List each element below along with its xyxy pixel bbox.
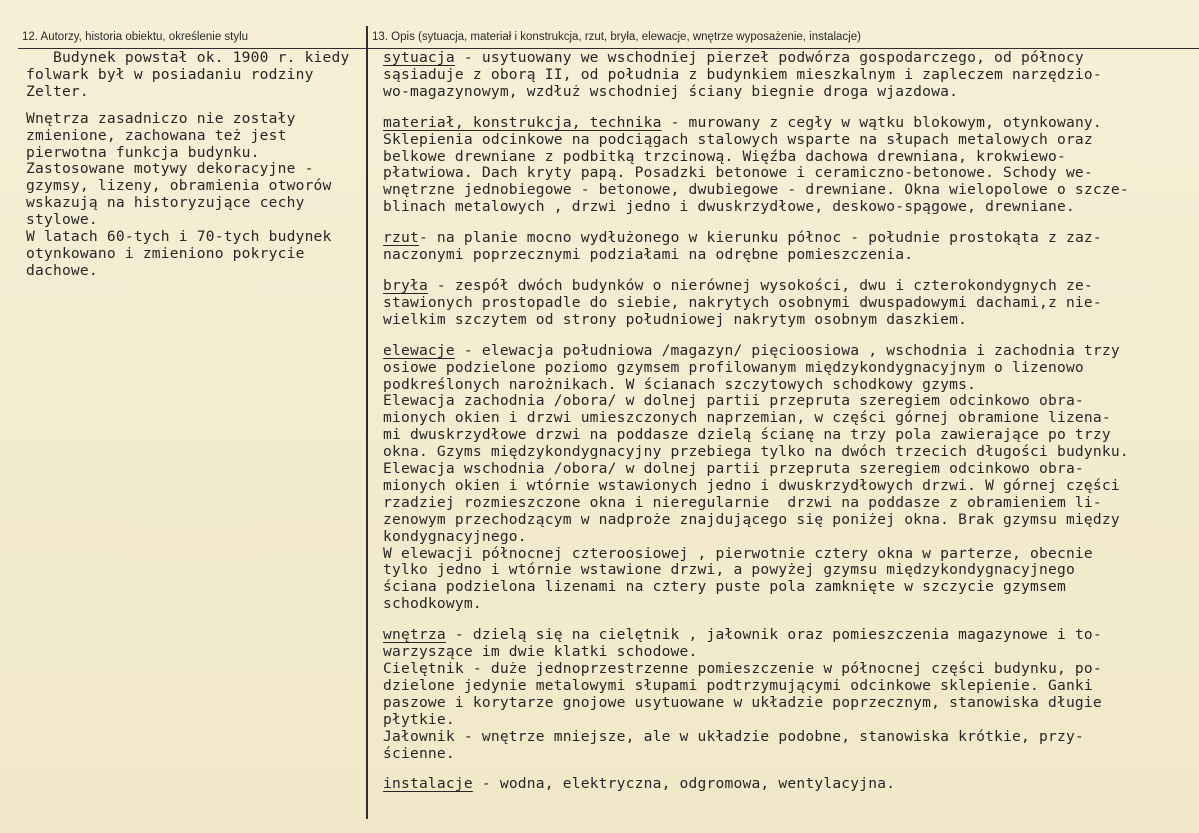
description-line: blinach metalowych , drzwi jedno i dwuskrzydłowe, deskowo-spągowe, drewniane. bbox=[383, 198, 1075, 216]
section-wnetrza-first-line: wnętrza - dzielą się na cielętnik , jałownik oraz pomieszczenia magazynowe i to- bbox=[383, 626, 1102, 644]
description-line: płytkie. bbox=[383, 710, 455, 728]
section-heading: elewacje bbox=[383, 341, 455, 359]
description-line: wielkim szczytem od strony południowej nakrytym osobnym daszkiem. bbox=[383, 310, 968, 328]
description-line: schodkowym. bbox=[383, 595, 482, 613]
paragraph-gap bbox=[383, 762, 1199, 776]
description-line: mionych okien i drzwi umieszczonych naprzemian, w części górnej obramione lizena- bbox=[383, 409, 1111, 427]
section-instalacje-first-line: instalacje - wodna, elektryczna, odgromowa, wentylacyjna. bbox=[383, 775, 896, 793]
section-rzut-first-line: rzut- na planie mocno wydłużonego w kierunku północ - południe prostokąta z zaz- bbox=[383, 229, 1102, 247]
description-line: sąsiaduje z oborą II, od południa z budynkiem mieszkalnym i zapleczem narzędzio- bbox=[383, 65, 1102, 83]
history-line: pierwotna funkcja budynku. bbox=[26, 143, 260, 161]
history-line: Wnętrza zasadniczo nie zostały bbox=[26, 109, 296, 127]
section-material-first-line: materiał, konstrukcja, technika - murowany z cegły w wątku blokowym, otynkowany. bbox=[383, 113, 1102, 131]
description-line: płatwiowa. Dach kryty papą. Posadzki betonowe i ceramiczno-betonowe. Schody we- bbox=[383, 164, 1093, 182]
description-line: warzyszące im dwie klatki schodowe. bbox=[383, 643, 698, 661]
history-line: W latach 60-tych i 70-tych budynek bbox=[26, 228, 332, 246]
history-line: Zastosowane motywy dekoracyjne - bbox=[26, 160, 314, 178]
history-line: dachowe. bbox=[26, 261, 98, 279]
description-line: podkreślonych narożnikach. W ścianach szczytowych schodkowy gzyms. bbox=[383, 375, 977, 393]
description-line: zenowym przechodzącym w nadproże znajdującego się poniżej okna. Brak gzymsu między bbox=[383, 510, 1120, 528]
section-heading: rzut bbox=[383, 229, 419, 247]
description-line: ściana podzielona lizenami na cztery puste pola zamknięte w szczycie gzymsem bbox=[383, 578, 1066, 596]
paragraph-gap bbox=[383, 264, 1199, 278]
description-line: kondygnacyjnego. bbox=[383, 527, 527, 545]
section-bryla-first-line: bryła - zespół dwóch budynków o nierównej wysokości, dwu i czterokondygnych ze- bbox=[383, 276, 1093, 294]
section-heading: bryła bbox=[383, 276, 428, 294]
section-heading: sytuacja bbox=[383, 49, 455, 66]
description-line: mionych okien i wtórnie wstawionych jedno i dwuskrzydłowych drzwi. W górnej części bbox=[383, 476, 1120, 494]
description-line: Cielętnik - duże jednoprzestrzenne pomieszczenie w północnej części budynku, po- bbox=[383, 660, 1102, 677]
description-line: mi dwuskrzydłowe drzwi na poddasze dzielą ścianę na trzy pola zawierające po trzy bbox=[383, 426, 1111, 444]
history-line: Budynek powstał ok. 1900 r. kiedy bbox=[26, 49, 350, 66]
history-column bbox=[26, 50, 371, 280]
section-13-header: 13. Opis (sytuacja, materiał i konstrukcja, rzut, bryła, elewacje, wnętrze wyposażenie, instalacje) bbox=[372, 31, 861, 43]
description-line: W elewacji północnej czteroosiowej , pierwotnie cztery okna w parterze, obecnie bbox=[383, 544, 1093, 562]
description-line: wnętrzne jednobiegowe - betonowe, dwubiegowe - drewniane. Okna wielopolowe o szcze- bbox=[383, 181, 1129, 199]
history-line: gzymsy, lizeny, obramienia otworów bbox=[26, 177, 332, 195]
description-line: Elewacja wschodnia /obora/ w dolnej partii przepruta szeregiem odcinkowo obra- bbox=[383, 460, 1084, 478]
description-line: tylko jedno i wtórnie wstawione drzwi, a powyżej gzymsu międzykondygnacyjnego bbox=[383, 561, 1075, 579]
section-heading: instalacje bbox=[383, 775, 473, 793]
history-line: wskazują na historyzujące cechy bbox=[26, 194, 305, 212]
description-line: Elewacja zachodnia /obora/ w dolnej partii przepruta szeregiem odcinkowo obra- bbox=[383, 392, 1084, 410]
description-line: Jałownik - wnętrze mniejsze, ale w układzie podobne, stanowiska krótkie, przy- bbox=[383, 727, 1084, 745]
paragraph-gap bbox=[383, 613, 1199, 627]
history-line: Zelter. bbox=[26, 82, 89, 100]
paragraph-gap bbox=[383, 329, 1199, 343]
paragraph-gap bbox=[383, 216, 1199, 230]
description-line: Sklepienia odcinkowe na podciągach stalowych wsparte na słupach metalowych oraz bbox=[383, 130, 1093, 148]
history-line: folwark był w posiadaniu rodziny bbox=[26, 65, 314, 83]
history-line: zmienione, zachowana też jest bbox=[26, 126, 287, 144]
description-line: naczonymi poprzecznymi podziałami na odrębne pomieszczenia. bbox=[383, 246, 914, 264]
section-sytuacja-first-line: sytuacja - usytuowany we wschodniej pierzeł podwórza gospodarczego, od północy bbox=[383, 49, 1084, 66]
description-line: dzielone jedynie metalowymi słupami podtrzymującymi odcinkowe sklepienie. Ganki bbox=[383, 676, 1093, 694]
section-heading: wnętrza bbox=[383, 626, 446, 644]
paragraph-gap bbox=[383, 101, 1199, 115]
description-line: osiowe podzielone poziomo gzymsem profilowanym międzykondygnacyjnym o lizenowo bbox=[383, 358, 1084, 376]
description-line: stawionych prostopadle do siebie, nakrytych osobnymi dwuspadowymi dachami,z nie- bbox=[383, 293, 1102, 311]
history-line: otynkowano i zmieniono pokrycie bbox=[26, 244, 305, 262]
description-line: ścienne. bbox=[383, 744, 455, 762]
description-line: wo-magazynowym, wzdłuż wschodniej ściany biegnie droga wjazdowa. bbox=[383, 82, 959, 100]
description-line: rzadziej rozmieszczone okna i nieregularnie drzwi na poddasze z obramieniem li- bbox=[383, 493, 1102, 511]
description-line: belkowe drewniane z podbitką trzcinową. Więźba dachowa drewniana, krokwiewo- bbox=[383, 147, 1066, 165]
description-column bbox=[383, 50, 1199, 793]
section-elewacje-first-line: elewacje - elewacja południowa /magazyn/ pięcioosiowa , wschodnia i zachodnia trzy bbox=[383, 341, 1120, 359]
description-line: paszowe i korytarze gnojowe usytuowane w układzie poprzecznym, stanowiska długie bbox=[383, 693, 1102, 711]
section-12-header: 12. Autorzy, historia obiektu, określenie stylu bbox=[22, 31, 249, 43]
history-line: stylowe. bbox=[26, 211, 98, 229]
section-heading: materiał, konstrukcja, technika bbox=[383, 113, 662, 131]
description-line: okna. Gzyms międzykondygnacyjny przebiega tylko na dwóch trzecich długości budynku. bbox=[383, 443, 1129, 461]
